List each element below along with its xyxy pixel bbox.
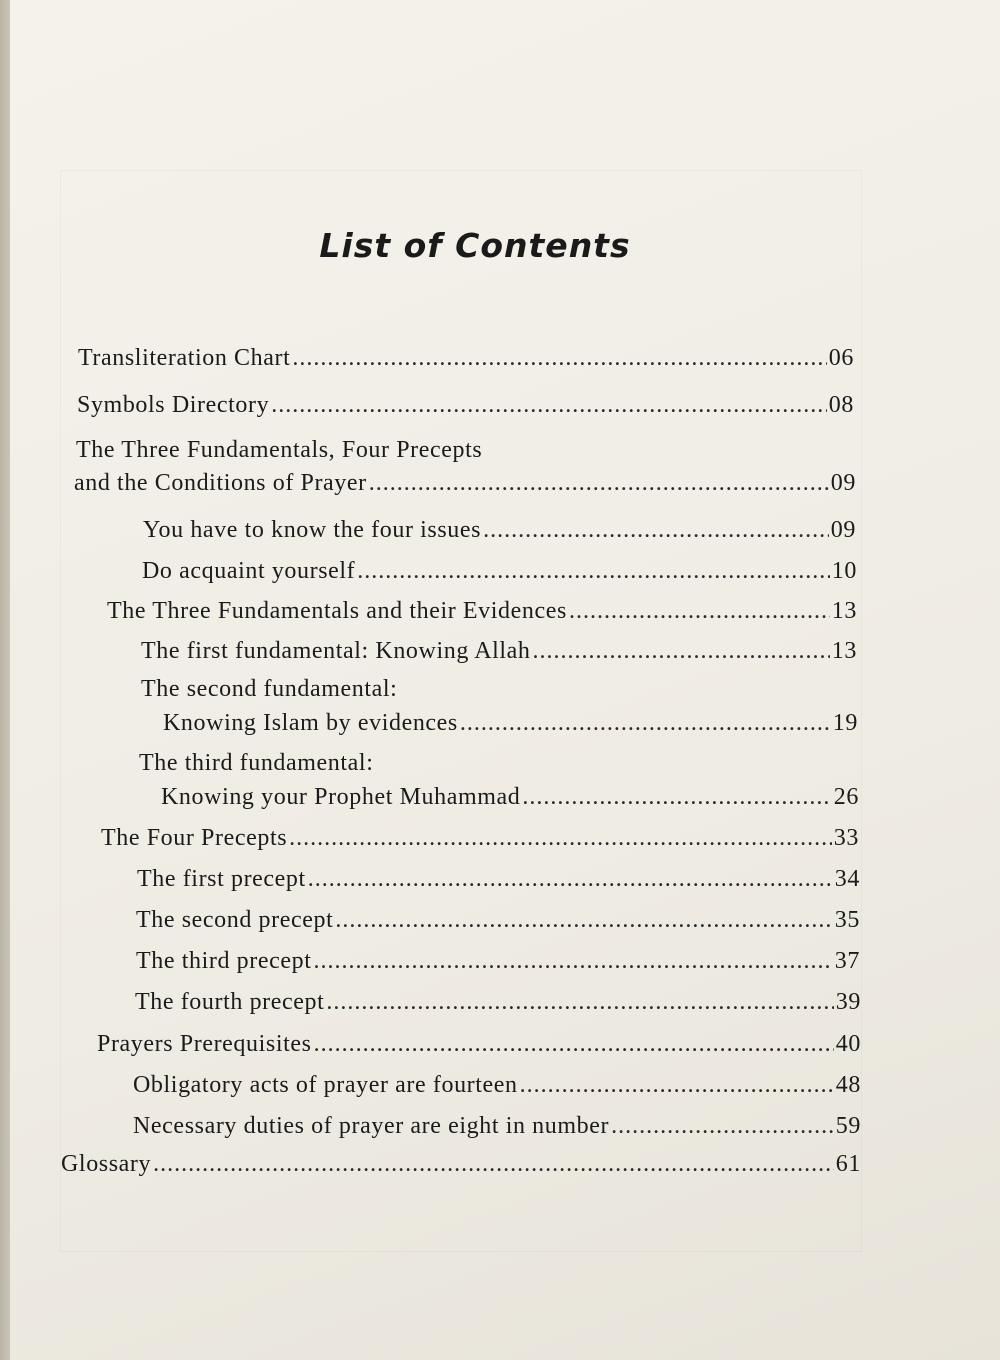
dot-leader [569,598,830,625]
dot-leader [335,907,832,934]
toc-entry-page: 33 [833,825,859,851]
toc-entry-label: The first fundamental: Knowing Allah [141,638,531,664]
toc-entry [163,710,858,737]
toc-entry-page: 40 [835,1031,861,1057]
toc-entry [133,1113,861,1140]
toc-entry-label-line1: The Three Fundamentals, Four Precepts [76,437,483,463]
toc-entry [137,866,860,893]
toc-entry-page: 13 [831,598,857,624]
book-page [10,0,1000,1360]
toc-entry-label: The second precept [136,907,334,933]
dot-leader [314,1031,834,1058]
toc-entry [77,392,854,419]
dot-leader [313,948,832,975]
toc-entry-label: Do acquaint yourself [142,558,356,584]
dot-leader [520,1072,834,1099]
toc-entry [74,470,856,497]
toc-entry-page: 08 [828,392,854,418]
toc-entry-label: The third precept [136,948,312,974]
dot-leader [483,517,829,544]
dot-leader [522,784,831,811]
toc-entry [142,558,857,585]
toc-entry [133,1072,861,1099]
toc-entry [78,345,854,372]
toc-entry [101,825,859,852]
toc-entry-page: 37 [834,948,860,974]
toc-entry-page: 26 [833,784,859,810]
toc-entry-page: 19 [832,710,858,736]
toc-entry-page: 59 [835,1113,861,1139]
toc-entry-label-line1: The second fundamental: [141,676,398,702]
toc-entry-page: 39 [835,989,861,1015]
dot-leader [292,345,826,372]
toc-entry-page: 35 [834,907,860,933]
toc-entry [136,907,860,934]
toc-entry [97,1031,861,1058]
toc-entry [136,948,860,975]
toc-entry-label: Prayers Prerequisites [97,1031,312,1057]
toc-entry [141,638,857,665]
toc-entry-label: Glossary [61,1151,152,1177]
dot-leader [308,866,833,893]
dot-leader [460,710,831,737]
toc-entry-page: 34 [834,866,860,892]
toc-entry-label: Knowing Islam by evidences [163,710,458,736]
toc-entry-label: The Four Precepts [101,825,288,851]
toc-entry-page: 61 [835,1151,861,1177]
toc-entry [107,598,857,625]
dot-leader [357,558,830,585]
toc-entry-page: 09 [830,470,856,496]
toc-entry-page: 13 [831,638,857,664]
toc-entry-label: You have to know the four issues [143,517,482,543]
toc-entry-page: 10 [831,558,857,584]
toc-entry-label: The first precept [137,866,306,892]
dot-leader [369,470,829,497]
page-title: List of Contents [319,226,631,265]
dot-leader [611,1113,834,1140]
toc-entry-label: The fourth precept [135,989,325,1015]
dot-leader [153,1151,834,1178]
toc-entry-label: Knowing your Prophet Muhammad [161,784,521,810]
toc-entry-label: Obligatory acts of prayer are fourteen [133,1072,518,1098]
dot-leader [326,989,833,1016]
toc-entry [143,517,856,544]
dot-leader [271,392,827,419]
toc-entry-label: Necessary duties of prayer are eight in number [133,1113,610,1139]
toc-entry-label: and the Conditions of Prayer [74,470,367,496]
toc-entry [61,1151,861,1178]
toc-entry-page: 06 [828,345,854,371]
toc-entry-label: Transliteration Chart [78,345,291,371]
toc-entry-label: Symbols Directory [77,392,270,418]
dot-leader [289,825,832,852]
toc-entry-page: 09 [830,517,856,543]
dot-leader [533,638,830,665]
toc-entry-page: 48 [835,1072,861,1098]
toc-entry-label: The Three Fundamentals and their Evidences [107,598,567,624]
toc-entry-label-line1: The third fundamental: [139,750,374,776]
toc-entry [135,989,861,1016]
toc-entry [161,784,859,811]
